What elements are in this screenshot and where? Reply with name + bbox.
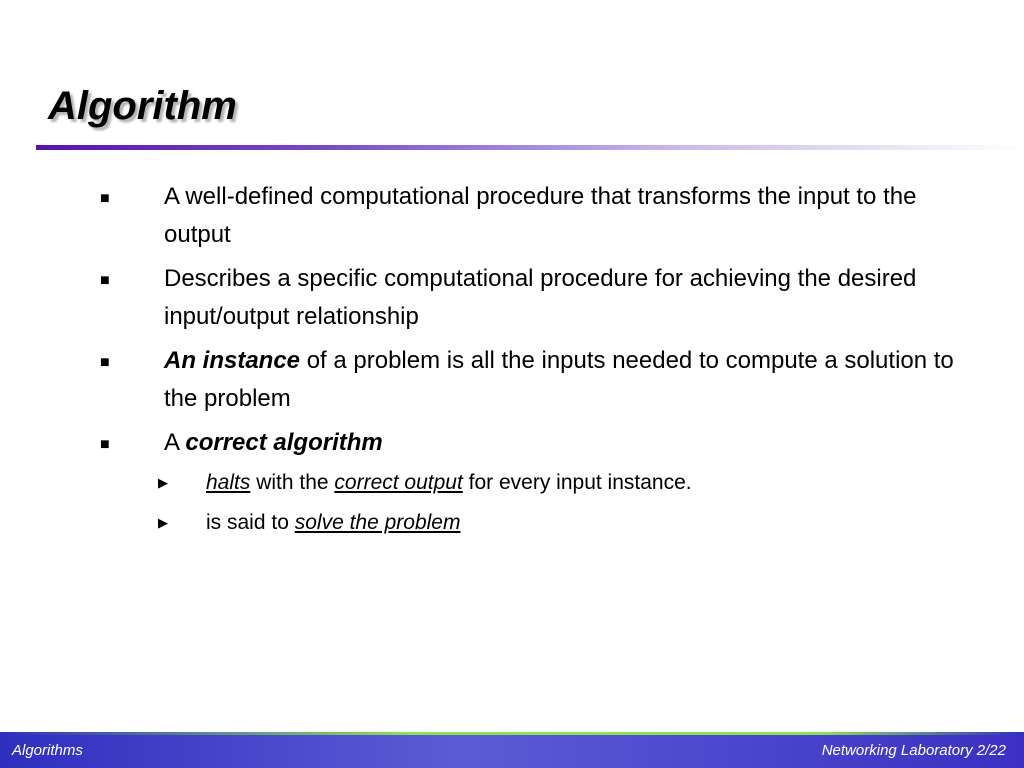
bullet-text: A	[164, 429, 186, 456]
footer-accent-line	[0, 732, 1024, 735]
underlined-term: halts	[206, 471, 251, 494]
sub-bullet-item	[100, 468, 960, 498]
emphasis-text: An instance	[164, 347, 301, 374]
footer-course-title: Algorithms	[12, 742, 83, 759]
triangle-bullet-icon: ▶	[158, 515, 168, 530]
title-divider	[36, 145, 1024, 150]
bullet-item	[100, 260, 960, 336]
bullet-text: Describes a specific computational procedure for achieving the desired input/output relationship	[164, 265, 917, 330]
square-bullet-icon: ■	[100, 190, 110, 207]
bullet-item	[100, 178, 960, 254]
underlined-term: correct output	[334, 471, 463, 494]
square-bullet-icon: ■	[100, 354, 110, 371]
bullet-item	[100, 424, 960, 462]
bullet-list	[100, 178, 960, 548]
bullet-item	[100, 342, 960, 418]
square-bullet-icon: ■	[100, 272, 110, 289]
slide-title: Algorithm	[48, 84, 237, 128]
bullet-text: A well-defined computational procedure that transforms the input to the output	[164, 183, 917, 248]
bullet-text: with the	[250, 471, 335, 494]
triangle-bullet-icon: ▶	[158, 475, 168, 490]
bullet-text: for every input instance.	[462, 471, 692, 494]
emphasis-text: correct algorithm	[185, 429, 383, 456]
sub-bullet-item	[100, 508, 960, 538]
footer-page-info: Networking Laboratory 2/22	[821, 742, 1006, 759]
square-bullet-icon: ■	[100, 436, 110, 453]
underlined-term: solve the problem	[294, 511, 461, 534]
bullet-text: is said to	[206, 511, 295, 534]
bullet-text: of a problem is all the inputs needed to compute a solution to the problem	[164, 347, 954, 412]
